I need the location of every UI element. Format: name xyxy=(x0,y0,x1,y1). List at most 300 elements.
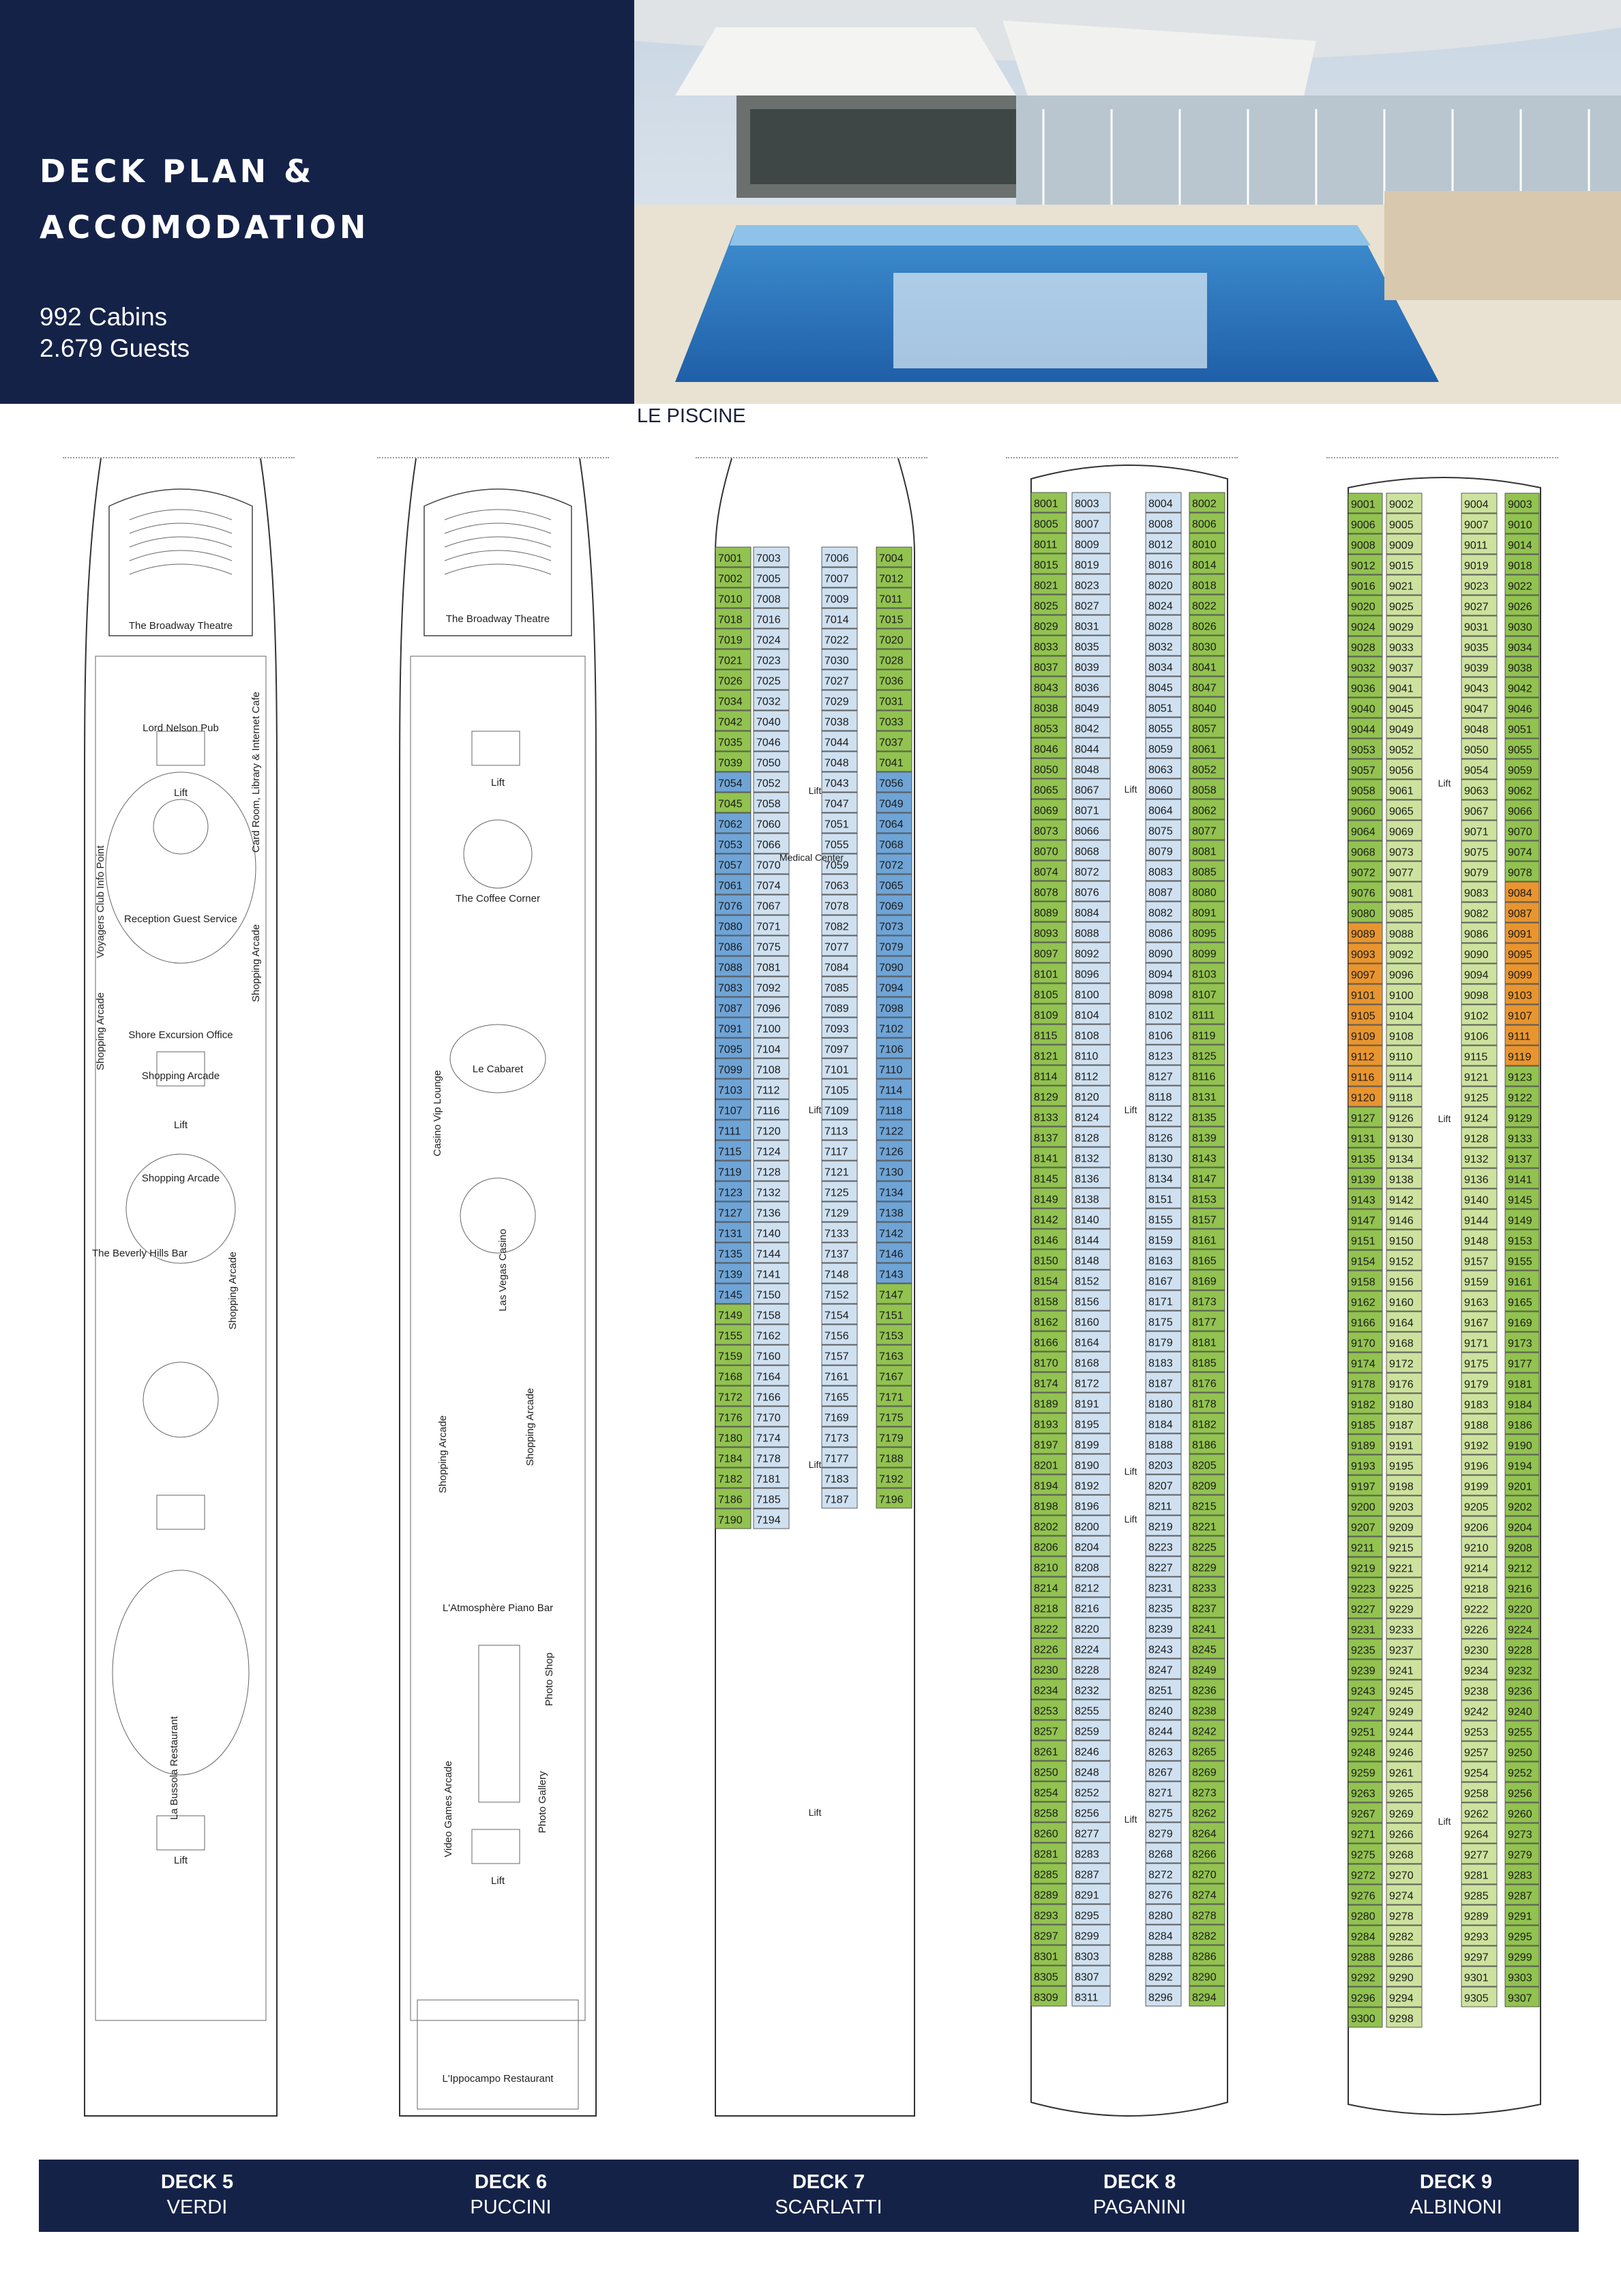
cabin-number: 8187 xyxy=(1148,1378,1173,1390)
label-video-games: Video Games Arcade xyxy=(443,1761,454,1857)
cabin-number: 7113 xyxy=(824,1125,848,1138)
cabin-number: 9232 xyxy=(1508,1665,1532,1677)
cabin-number: 8116 xyxy=(1192,1071,1216,1083)
header-panel xyxy=(0,0,634,404)
cabin-number: 7186 xyxy=(718,1494,743,1506)
cabin-number: 9140 xyxy=(1464,1194,1489,1207)
cabin-number: 9023 xyxy=(1464,580,1489,593)
cabin-number: 8137 xyxy=(1034,1132,1058,1145)
cabin-number: 9206 xyxy=(1464,1522,1489,1534)
cabin-number: 9089 xyxy=(1351,928,1375,941)
cabin-number: 8173 xyxy=(1192,1296,1217,1308)
cabin-number: 8305 xyxy=(1034,1971,1058,1984)
cabin-number: 9157 xyxy=(1464,1256,1489,1268)
cabin-number: 9286 xyxy=(1389,1952,1414,1964)
cabin-number: 8260 xyxy=(1034,1828,1058,1840)
cabin-number: 7045 xyxy=(718,798,743,810)
cabin-number: 7036 xyxy=(879,675,904,688)
cabin-number: 7063 xyxy=(824,880,849,892)
cabin-number: 9120 xyxy=(1351,1092,1375,1104)
cabin-number: 7069 xyxy=(879,900,904,913)
cabin-number: 9218 xyxy=(1464,1583,1489,1595)
cabin-number: 8215 xyxy=(1192,1501,1217,1513)
cabin-number: 7038 xyxy=(824,716,849,728)
cabin-number: 9094 xyxy=(1464,969,1489,982)
cabin-number: 7025 xyxy=(756,675,781,688)
cabin-number: 8034 xyxy=(1148,662,1173,674)
cabin-number: 7167 xyxy=(879,1371,904,1383)
cabin-number: 8141 xyxy=(1034,1153,1058,1165)
cabin-number: 8197 xyxy=(1034,1439,1058,1452)
photo-caption: LE PISCINE xyxy=(637,405,746,427)
cabin-number: 8139 xyxy=(1192,1132,1217,1145)
cabin-number: 9245 xyxy=(1389,1686,1414,1698)
cabin-number: 7021 xyxy=(718,655,743,667)
cabin-number: 8278 xyxy=(1192,1910,1217,1922)
cabin-number: 9067 xyxy=(1464,806,1489,818)
label-lift: Lift xyxy=(808,785,822,796)
cabin-number: 9034 xyxy=(1508,642,1532,654)
cabin-number: 8123 xyxy=(1148,1050,1173,1063)
cabin-number: 8010 xyxy=(1192,539,1217,551)
cabin-number: 9155 xyxy=(1508,1256,1532,1268)
cabin-number: 7101 xyxy=(824,1064,849,1076)
cabin-number: 8092 xyxy=(1075,948,1099,960)
cabin-number: 7077 xyxy=(824,941,849,954)
cabin-number: 8138 xyxy=(1075,1194,1099,1206)
cabin-number: 8274 xyxy=(1192,1889,1217,1902)
cabin-number: 9150 xyxy=(1389,1235,1414,1248)
cabin-number: 9058 xyxy=(1351,785,1375,797)
cabin-number: 8051 xyxy=(1148,703,1173,715)
cabin-number: 7118 xyxy=(879,1105,903,1117)
cabin-number: 7168 xyxy=(718,1371,743,1383)
cabin-number: 9154 xyxy=(1351,1256,1375,1268)
cabin-number: 8036 xyxy=(1075,682,1099,694)
cabin-number: 8261 xyxy=(1034,1746,1058,1758)
cabin-number: 9229 xyxy=(1389,1604,1414,1616)
cabin-number: 9253 xyxy=(1464,1726,1489,1739)
cabin-number: 8079 xyxy=(1148,846,1173,858)
cabin-number: 9262 xyxy=(1464,1808,1489,1821)
cabin-number: 9092 xyxy=(1389,949,1414,961)
cabin-number: 7067 xyxy=(756,900,781,913)
cabin-number: 9004 xyxy=(1464,499,1489,511)
cabin-number: 7170 xyxy=(756,1412,781,1424)
cabin-number: 9190 xyxy=(1508,1440,1532,1452)
label-lift: Lift xyxy=(808,1459,822,1470)
cabin-number: 8042 xyxy=(1075,723,1099,735)
cabin-number: 7133 xyxy=(824,1228,849,1240)
cabin-number: 9233 xyxy=(1389,1624,1414,1636)
cabin-number: 9268 xyxy=(1389,1849,1414,1861)
cabin-number: 8071 xyxy=(1075,805,1099,817)
cabin-number: 9148 xyxy=(1464,1235,1489,1248)
cabin-number: 9277 xyxy=(1464,1849,1489,1861)
cabin-number: 7110 xyxy=(879,1064,903,1076)
cabin-number: 8157 xyxy=(1192,1214,1217,1226)
cabin-number: 8229 xyxy=(1192,1562,1217,1574)
cabin-number: 8252 xyxy=(1075,1787,1099,1799)
cabin-number: 8098 xyxy=(1148,989,1173,1001)
cabin-number: 9129 xyxy=(1508,1113,1532,1125)
cabin-number: 7073 xyxy=(879,921,904,933)
label-shopping-arcade: Shopping Arcade xyxy=(227,1251,239,1330)
cabin-number: 7099 xyxy=(718,1064,743,1076)
cabin-number: 9167 xyxy=(1464,1317,1489,1329)
cabin-number: 8288 xyxy=(1148,1951,1173,1963)
cabin-number: 7116 xyxy=(756,1105,780,1117)
cabin-number: 7172 xyxy=(718,1392,743,1404)
cabin-number: 8238 xyxy=(1192,1705,1217,1718)
cabin-number: 9036 xyxy=(1351,683,1375,695)
cabin-number: 9215 xyxy=(1389,1542,1414,1555)
cabin-number: 7094 xyxy=(879,982,904,995)
cabin-number: 9182 xyxy=(1351,1399,1375,1411)
deck-6-plan xyxy=(397,458,599,2121)
cabin-number: 8241 xyxy=(1192,1623,1217,1636)
cabin-number: 8095 xyxy=(1192,928,1217,940)
cabin-number: 8251 xyxy=(1148,1685,1173,1697)
cabin-number: 8192 xyxy=(1075,1480,1099,1492)
cabin-number: 7048 xyxy=(824,757,849,769)
cabin-number: 8174 xyxy=(1034,1378,1058,1390)
label-photo-gallery: Photo Gallery xyxy=(537,1771,548,1834)
cabin-number: 8128 xyxy=(1075,1132,1099,1145)
cabin-number: 9202 xyxy=(1508,1501,1532,1514)
cabin-number: 7102 xyxy=(879,1023,904,1035)
cabin-number: 7128 xyxy=(756,1166,781,1179)
cabin-number: 9231 xyxy=(1351,1624,1375,1636)
cabin-number: 9227 xyxy=(1351,1604,1375,1616)
cabin-number: 7163 xyxy=(879,1351,904,1363)
cabin-number: 7046 xyxy=(756,737,781,749)
cabin-number: 9212 xyxy=(1508,1563,1532,1575)
label-lift: Lift xyxy=(808,1807,822,1818)
cabin-number: 9121 xyxy=(1464,1072,1489,1084)
cabin-number: 9300 xyxy=(1351,2013,1375,2025)
cabin-number: 9053 xyxy=(1351,744,1375,756)
cabin-number: 7086 xyxy=(718,941,743,954)
cabin-number: 9059 xyxy=(1508,765,1532,777)
cabin-number: 9077 xyxy=(1389,867,1414,879)
cabin-number: 7131 xyxy=(718,1228,743,1240)
cabin-number: 8078 xyxy=(1034,887,1058,899)
cabin-number: 8233 xyxy=(1192,1583,1217,1595)
label-ippocampo: L'Ippocampo Restaurant xyxy=(442,2073,554,2085)
cabin-number: 9180 xyxy=(1389,1399,1414,1411)
cabin-number: 8158 xyxy=(1034,1296,1058,1308)
cabin-number: 8172 xyxy=(1075,1378,1099,1390)
label-lift: Lift xyxy=(173,1855,188,1866)
cabin-number: 7161 xyxy=(824,1371,849,1383)
cabin-number: 7190 xyxy=(718,1514,743,1527)
cabin-number: 8110 xyxy=(1075,1050,1099,1063)
cabin-number: 7055 xyxy=(824,839,849,851)
cabin-number: 8204 xyxy=(1075,1542,1099,1554)
deck-9-name: DECK 9 xyxy=(1419,2171,1493,2193)
cabin-number: 9176 xyxy=(1389,1379,1414,1391)
cabin-number: 9115 xyxy=(1464,1051,1488,1063)
cabin-number: 9087 xyxy=(1508,908,1532,920)
cabin-number: 7008 xyxy=(756,593,781,606)
cabin-number: 8018 xyxy=(1192,580,1217,592)
cabin-number: 9267 xyxy=(1351,1808,1375,1821)
cabin-number: 9112 xyxy=(1351,1051,1375,1063)
cabin-number: 8111 xyxy=(1192,1010,1215,1022)
cabin-number: 7068 xyxy=(879,839,904,851)
deck-7-plan xyxy=(713,458,917,2121)
cabin-number: 9069 xyxy=(1389,826,1414,838)
cabin-number: 8135 xyxy=(1192,1112,1217,1124)
cabin-number: 7155 xyxy=(718,1330,743,1342)
deck-6-name: DECK 6 xyxy=(474,2171,548,2193)
cabin-number: 8047 xyxy=(1192,682,1217,694)
cabin-number: 7062 xyxy=(718,819,743,831)
cabin-number: 8272 xyxy=(1148,1869,1173,1881)
cabin-number: 8088 xyxy=(1075,928,1099,940)
cabin-number: 8168 xyxy=(1075,1357,1099,1370)
cabin-number: 8016 xyxy=(1148,559,1173,572)
cabin-number: 8257 xyxy=(1034,1726,1058,1738)
cabin-number: 7126 xyxy=(879,1146,904,1158)
cabin-number: 9029 xyxy=(1389,621,1414,634)
cabin-number: 9163 xyxy=(1464,1297,1489,1309)
cabin-number: 8303 xyxy=(1075,1951,1099,1963)
cabin-number: 7097 xyxy=(824,1044,849,1056)
cabin-number: 8127 xyxy=(1148,1071,1173,1083)
cabin-number: 8202 xyxy=(1034,1521,1058,1533)
cabin-number: 7140 xyxy=(756,1228,781,1240)
cabin-number: 9223 xyxy=(1351,1583,1375,1595)
cabin-number: 8031 xyxy=(1075,621,1099,633)
deck-8-subtitle: PAGANINI xyxy=(1092,2196,1187,2218)
deck-6-subtitle: PUCCINI xyxy=(470,2196,552,2218)
cabin-number: 8289 xyxy=(1034,1889,1058,1902)
cabin-number: 7028 xyxy=(879,655,904,667)
cabin-number: 9273 xyxy=(1508,1829,1532,1841)
cabin-number: 9091 xyxy=(1508,928,1532,941)
cabin-number: 8075 xyxy=(1148,825,1173,838)
cabin-number: 9246 xyxy=(1389,1747,1414,1759)
cabin-number: 9048 xyxy=(1464,724,1489,736)
cabin-number: 8148 xyxy=(1075,1255,1099,1267)
cabin-number: 8254 xyxy=(1034,1787,1058,1799)
cabin-number: 9242 xyxy=(1464,1706,1489,1718)
cabin-number: 9258 xyxy=(1464,1788,1489,1800)
cabin-number: 8270 xyxy=(1192,1869,1217,1881)
cabin-number: 9294 xyxy=(1389,1992,1414,2005)
cabin-number: 8253 xyxy=(1034,1705,1058,1718)
cabin-number: 7050 xyxy=(756,757,781,769)
cabin-number: 8096 xyxy=(1075,969,1099,981)
cabins-count: 992 Cabins xyxy=(40,303,168,331)
cabin-number: 9261 xyxy=(1389,1767,1414,1780)
cabin-number: 7111 xyxy=(718,1125,741,1138)
deck-8-plan xyxy=(1028,458,1230,2121)
cabin-number: 8093 xyxy=(1034,928,1058,940)
cabin-number: 9230 xyxy=(1464,1645,1489,1657)
cabin-number: 9204 xyxy=(1508,1522,1532,1534)
cabin-number: 7005 xyxy=(756,573,781,585)
cabin-number: 8049 xyxy=(1075,703,1099,715)
cabin-number: 8188 xyxy=(1148,1439,1173,1452)
cabin-number: 8162 xyxy=(1034,1316,1058,1329)
cabin-number: 7132 xyxy=(756,1187,781,1199)
cabin-number: 7105 xyxy=(824,1085,849,1097)
cabin-number: 9122 xyxy=(1508,1092,1532,1104)
cabin-number: 8239 xyxy=(1148,1623,1173,1636)
cabin-number: 8065 xyxy=(1034,784,1058,797)
cabin-number: 8235 xyxy=(1148,1603,1173,1615)
cabin-number: 8176 xyxy=(1192,1378,1217,1390)
cabin-number: 9050 xyxy=(1464,744,1489,756)
label-lift: Lift xyxy=(173,787,188,799)
cabin-number: 7127 xyxy=(718,1207,743,1220)
cabin-number: 7154 xyxy=(824,1310,849,1322)
label-voyagers-club: Voyagers Club Info Point xyxy=(95,845,106,958)
cabin-number: 8001 xyxy=(1034,498,1058,510)
cabin-number: 7178 xyxy=(756,1453,781,1465)
cabin-number: 9005 xyxy=(1389,519,1414,531)
deck-5-name: DECK 5 xyxy=(160,2171,234,2193)
cabin-number: 9051 xyxy=(1508,724,1532,736)
cabin-number: 8161 xyxy=(1192,1235,1217,1247)
label-shopping-arcade: Shopping Arcade xyxy=(95,992,106,1071)
cabin-number: 9274 xyxy=(1389,1890,1414,1902)
cabin-number: 9132 xyxy=(1464,1153,1489,1166)
cabin-number: 8119 xyxy=(1192,1030,1216,1042)
cabin-number: 9131 xyxy=(1351,1133,1375,1145)
cabin-number: 7124 xyxy=(756,1146,781,1158)
cabin-number: 9030 xyxy=(1508,621,1532,634)
label-lift: Lift xyxy=(808,1104,822,1115)
cabin-number: 8167 xyxy=(1148,1276,1173,1288)
cabin-number: 8264 xyxy=(1192,1828,1217,1840)
cabin-number: 8124 xyxy=(1075,1112,1099,1124)
cabin-number: 7047 xyxy=(824,798,849,810)
cabin-number: 7024 xyxy=(756,634,781,647)
cabin-number: 9160 xyxy=(1389,1297,1414,1309)
cabin-number: 7179 xyxy=(879,1432,904,1445)
cabin-number: 9105 xyxy=(1351,1010,1375,1022)
cabin-number: 9038 xyxy=(1508,662,1532,675)
cabin-number: 9291 xyxy=(1508,1911,1532,1923)
cabin-number: 8121 xyxy=(1034,1050,1058,1063)
cabin-number: 8064 xyxy=(1148,805,1173,817)
cabin-number: 9165 xyxy=(1508,1297,1532,1309)
cabin-number: 8109 xyxy=(1034,1010,1058,1022)
cabin-number: 8038 xyxy=(1034,703,1058,715)
cabin-number: 7012 xyxy=(879,573,904,585)
cabin-number: 8032 xyxy=(1148,641,1173,653)
cabin-number: 8142 xyxy=(1034,1214,1058,1226)
cabin-number: 9225 xyxy=(1389,1583,1414,1595)
cabin-number: 8122 xyxy=(1148,1112,1173,1124)
cabin-number: 9255 xyxy=(1508,1726,1532,1739)
cabin-number: 7117 xyxy=(824,1146,848,1158)
cabin-number: 8281 xyxy=(1034,1849,1058,1861)
cabin-number: 8094 xyxy=(1148,969,1173,981)
cabin-number: 9141 xyxy=(1508,1174,1532,1186)
cabin-number: 9250 xyxy=(1508,1747,1532,1759)
cabin-number: 9287 xyxy=(1508,1890,1532,1902)
cabin-number: 8077 xyxy=(1192,825,1217,838)
cabin-number: 7004 xyxy=(879,553,904,565)
cabin-number: 7081 xyxy=(756,962,781,974)
cabin-number: 9024 xyxy=(1351,621,1375,634)
cabin-number: 9014 xyxy=(1508,540,1532,552)
cabin-number: 8089 xyxy=(1034,907,1058,919)
cabin-number: 9177 xyxy=(1508,1358,1532,1370)
cabin-number: 7049 xyxy=(879,798,904,810)
cabin-number: 9145 xyxy=(1508,1194,1532,1207)
cabin-number: 8227 xyxy=(1148,1562,1173,1574)
cabin-number: 8165 xyxy=(1192,1255,1217,1267)
pool-photo xyxy=(634,0,1621,404)
cabin-number: 9251 xyxy=(1351,1726,1375,1739)
cabin-number: 7083 xyxy=(718,982,743,995)
cabin-number: 7001 xyxy=(718,553,743,565)
cabin-number: 9164 xyxy=(1389,1317,1414,1329)
cabin-number: 8299 xyxy=(1075,1930,1099,1943)
cabin-number: 9093 xyxy=(1351,949,1375,961)
cabin-number: 8003 xyxy=(1075,498,1099,510)
cabin-number: 9252 xyxy=(1508,1767,1532,1780)
label-lift: Lift xyxy=(1438,1816,1451,1827)
cabin-number: 9237 xyxy=(1389,1645,1414,1657)
cabin-number: 7096 xyxy=(756,1003,781,1015)
cabin-number: 8186 xyxy=(1192,1439,1217,1452)
cabin-number: 8058 xyxy=(1192,784,1217,797)
cabin-number: 8086 xyxy=(1148,928,1173,940)
cabin-number: 7060 xyxy=(756,819,781,831)
cabin-number: 9006 xyxy=(1351,519,1375,531)
cabin-number: 9256 xyxy=(1508,1788,1532,1800)
cabin-number: 9265 xyxy=(1389,1788,1414,1800)
cabin-number: 9171 xyxy=(1464,1338,1489,1350)
cabin-number: 8039 xyxy=(1075,662,1099,674)
cabin-number: 7085 xyxy=(824,982,849,995)
cabin-number: 8002 xyxy=(1192,498,1217,510)
cabin-number: 7088 xyxy=(718,962,743,974)
cabin-number: 8154 xyxy=(1034,1276,1058,1288)
cabin-number: 8275 xyxy=(1148,1808,1173,1820)
cabin-number: 8105 xyxy=(1034,989,1058,1001)
cabin-number: 8250 xyxy=(1034,1767,1058,1779)
cabin-number: 9032 xyxy=(1351,662,1375,675)
cabin-number: 7120 xyxy=(756,1125,781,1138)
cabin-number: 8090 xyxy=(1148,948,1173,960)
cabin-number: 8193 xyxy=(1034,1419,1058,1431)
cabin-number: 8019 xyxy=(1075,559,1099,572)
cabin-number: 7103 xyxy=(718,1085,743,1097)
cabin-number: 7058 xyxy=(756,798,781,810)
cabin-number: 7074 xyxy=(756,880,781,892)
cabin-number: 7059 xyxy=(824,859,849,872)
cabin-number: 7065 xyxy=(879,880,904,892)
cabin-number: 9283 xyxy=(1508,1870,1532,1882)
cabin-number: 7035 xyxy=(718,737,743,749)
cabin-number: 9104 xyxy=(1389,1010,1414,1022)
cabin-number: 8283 xyxy=(1075,1849,1099,1861)
cabin-number: 9210 xyxy=(1464,1542,1489,1555)
cabin-number: 9196 xyxy=(1464,1460,1489,1473)
cabin-number: 8082 xyxy=(1148,907,1173,919)
cabin-number: 9156 xyxy=(1389,1276,1414,1289)
deck-5-subtitle: VERDI xyxy=(166,2196,228,2218)
cabin-number: 8023 xyxy=(1075,580,1099,592)
